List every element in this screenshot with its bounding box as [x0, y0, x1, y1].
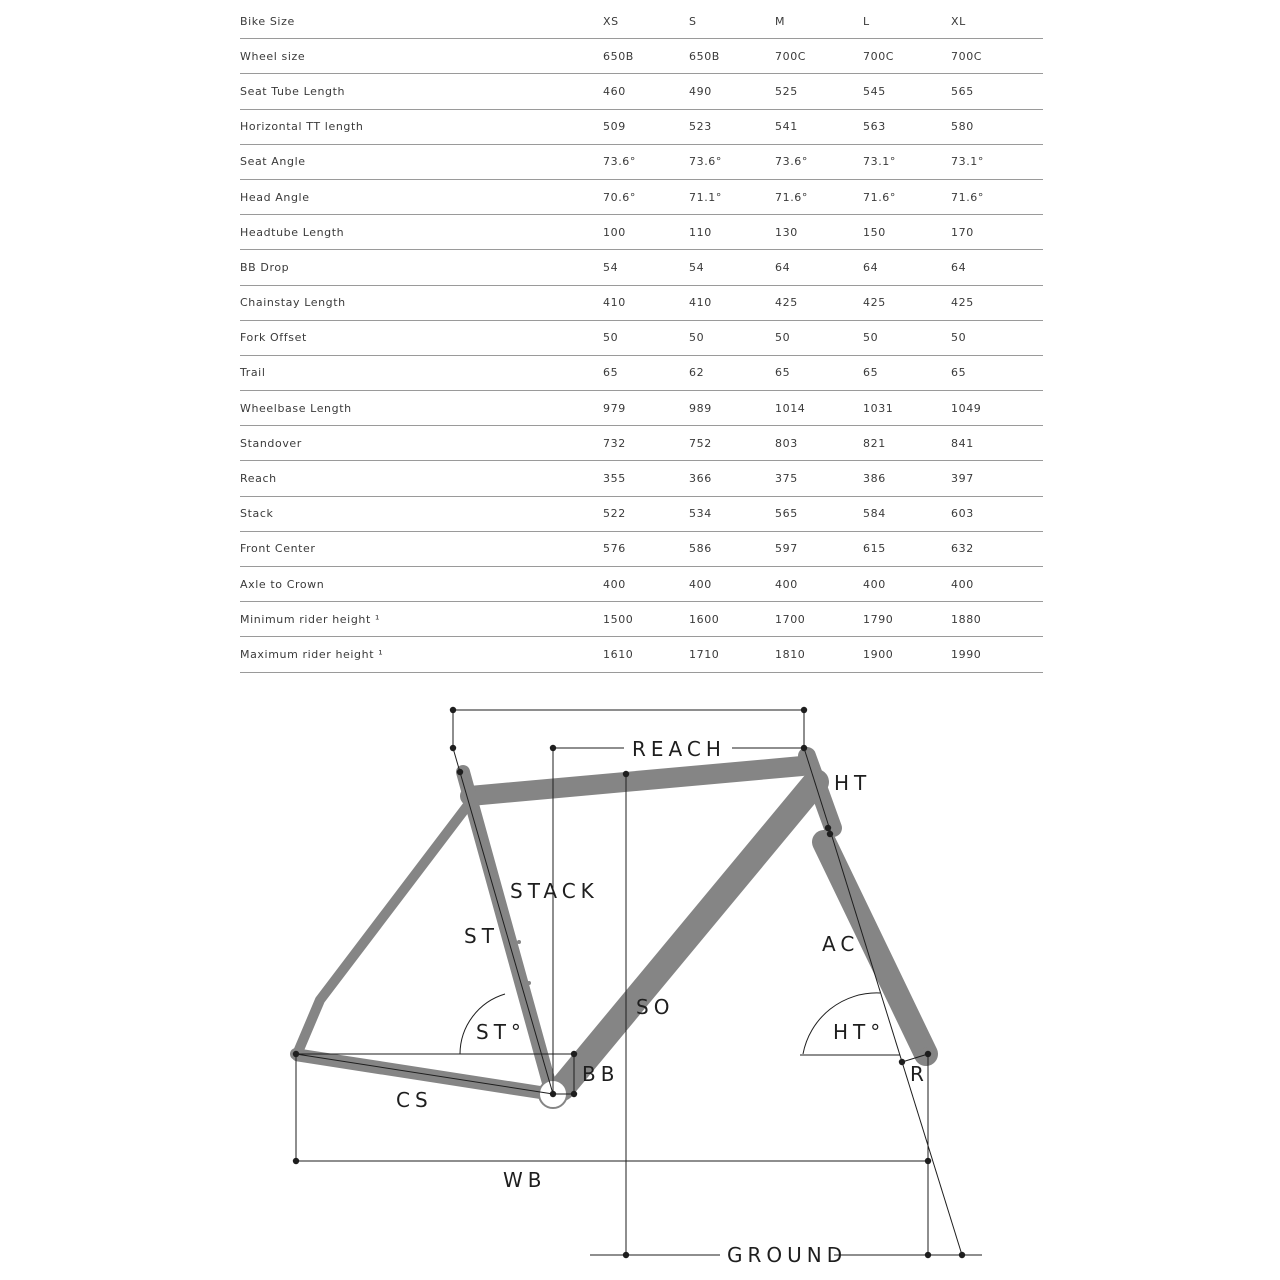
- bottle-boss: [631, 986, 635, 990]
- size-value: 586: [689, 531, 775, 566]
- dot: [801, 707, 807, 713]
- row-label: Bike Size: [240, 4, 603, 39]
- size-value: 64: [951, 250, 1043, 285]
- size-value: 71.6°: [951, 179, 1043, 214]
- size-value: 979: [603, 391, 689, 426]
- row-label: Trail: [240, 355, 603, 390]
- size-value: 752: [689, 426, 775, 461]
- dot: [293, 1051, 299, 1057]
- ht-label: HT: [834, 771, 872, 795]
- head-tube: [807, 756, 833, 828]
- size-value: S: [689, 4, 775, 39]
- dot: [550, 1091, 556, 1097]
- size-value: 50: [603, 320, 689, 355]
- size-value: 410: [603, 285, 689, 320]
- size-value: 576: [603, 531, 689, 566]
- size-value: 50: [951, 320, 1043, 355]
- top-tube: [470, 766, 802, 796]
- size-value: 50: [863, 320, 951, 355]
- bottle-boss: [517, 940, 521, 944]
- size-value: 841: [951, 426, 1043, 461]
- size-value: 366: [689, 461, 775, 496]
- size-value: 541: [775, 109, 863, 144]
- size-value: 65: [603, 355, 689, 390]
- row-label: Minimum rider height ¹: [240, 602, 603, 637]
- size-value: 580: [951, 109, 1043, 144]
- size-value: 597: [775, 531, 863, 566]
- size-value: 64: [863, 250, 951, 285]
- size-value: 1014: [775, 391, 863, 426]
- size-value: 1880: [951, 602, 1043, 637]
- size-value: 375: [775, 461, 863, 496]
- row-label: Wheel size: [240, 39, 603, 74]
- size-value: 400: [775, 567, 863, 602]
- size-value: 1500: [603, 602, 689, 637]
- size-value: 71.6°: [775, 179, 863, 214]
- size-value: 1031: [863, 391, 951, 426]
- size-value: 650B: [689, 39, 775, 74]
- st-label: ST: [464, 924, 499, 948]
- size-value: 1900: [863, 637, 951, 672]
- size-value: 525: [775, 74, 863, 109]
- ac-label: AC: [822, 932, 860, 956]
- dot: [571, 1051, 577, 1057]
- size-value: 64: [775, 250, 863, 285]
- dot: [457, 769, 463, 775]
- dot: [450, 707, 456, 713]
- size-value: 1990: [951, 637, 1043, 672]
- size-value: 460: [603, 74, 689, 109]
- r-label: R: [910, 1062, 929, 1086]
- size-value: 732: [603, 426, 689, 461]
- size-value: 425: [863, 285, 951, 320]
- size-value: 1600: [689, 602, 775, 637]
- size-value: 989: [689, 391, 775, 426]
- bike-frame: [298, 756, 926, 1094]
- row-label: Horizontal TT length: [240, 109, 603, 144]
- size-value: 400: [689, 567, 775, 602]
- dot: [550, 745, 556, 751]
- row-label: Reach: [240, 461, 603, 496]
- row-label: Seat Tube Length: [240, 74, 603, 109]
- size-value: 565: [775, 496, 863, 531]
- size-value: 110: [689, 215, 775, 250]
- size-value: 73.6°: [603, 144, 689, 179]
- dot: [801, 745, 807, 751]
- dot: [623, 771, 629, 777]
- dot: [925, 1158, 931, 1164]
- size-value: 425: [775, 285, 863, 320]
- st-angle-label: ST°: [476, 1020, 526, 1044]
- size-value: 522: [603, 496, 689, 531]
- size-value: 73.1°: [951, 144, 1043, 179]
- row-label: Head Angle: [240, 179, 603, 214]
- wb-label: WB: [503, 1168, 547, 1192]
- cs-label: CS: [396, 1088, 433, 1112]
- size-value: 54: [603, 250, 689, 285]
- size-value: 700C: [863, 39, 951, 74]
- size-value: 509: [603, 109, 689, 144]
- dot: [571, 1091, 577, 1097]
- size-value: 54: [689, 250, 775, 285]
- size-value: 490: [689, 74, 775, 109]
- row-label: Wheelbase Length: [240, 391, 603, 426]
- size-value: 565: [951, 74, 1043, 109]
- size-value: 65: [951, 355, 1043, 390]
- size-value: 50: [775, 320, 863, 355]
- size-value: 100: [603, 215, 689, 250]
- bottle-boss: [527, 981, 531, 985]
- size-value: 400: [951, 567, 1043, 602]
- size-value: 355: [603, 461, 689, 496]
- size-value: 545: [863, 74, 951, 109]
- size-value: 1049: [951, 391, 1043, 426]
- size-value: XS: [603, 4, 689, 39]
- size-value: M: [775, 4, 863, 39]
- size-value: 603: [951, 496, 1043, 531]
- dot: [623, 1252, 629, 1258]
- size-value: 821: [863, 426, 951, 461]
- size-value: 65: [863, 355, 951, 390]
- size-value: 73.6°: [775, 144, 863, 179]
- size-value: 410: [689, 285, 775, 320]
- size-value: 1700: [775, 602, 863, 637]
- row-label: Standover: [240, 426, 603, 461]
- size-value: 584: [863, 496, 951, 531]
- row-label: Front Center: [240, 531, 603, 566]
- bottle-boss: [658, 955, 662, 959]
- size-value: 523: [689, 109, 775, 144]
- size-value: 615: [863, 531, 951, 566]
- size-value: 700C: [775, 39, 863, 74]
- dot: [959, 1252, 965, 1258]
- down-tube: [562, 782, 816, 1088]
- size-value: 62: [689, 355, 775, 390]
- row-label: Maximum rider height ¹: [240, 637, 603, 672]
- dot: [825, 825, 831, 831]
- dot: [293, 1158, 299, 1164]
- size-value: 150: [863, 215, 951, 250]
- size-value: XL: [951, 4, 1043, 39]
- size-value: 130: [775, 215, 863, 250]
- size-value: 650B: [603, 39, 689, 74]
- size-value: 803: [775, 426, 863, 461]
- reach-label: REACH: [632, 737, 726, 761]
- size-value: 632: [951, 531, 1043, 566]
- dot: [925, 1051, 931, 1057]
- so-label: SO: [636, 995, 675, 1019]
- seatstay: [298, 805, 468, 1052]
- row-label: Stack: [240, 496, 603, 531]
- dot: [925, 1252, 931, 1258]
- size-value: 73.1°: [863, 144, 951, 179]
- dot: [827, 831, 833, 837]
- ground-label: GROUND: [727, 1243, 848, 1267]
- size-value: 1610: [603, 637, 689, 672]
- size-value: 700C: [951, 39, 1043, 74]
- size-value: 73.6°: [689, 144, 775, 179]
- size-value: 386: [863, 461, 951, 496]
- size-value: 170: [951, 215, 1043, 250]
- bb-label: BB: [582, 1062, 620, 1086]
- row-label: Chainstay Length: [240, 285, 603, 320]
- size-value: 71.1°: [689, 179, 775, 214]
- dot: [899, 1059, 905, 1065]
- row-label: Seat Angle: [240, 144, 603, 179]
- size-value: 65: [775, 355, 863, 390]
- size-value: 1810: [775, 637, 863, 672]
- size-value: 71.6°: [863, 179, 951, 214]
- size-value: 50: [689, 320, 775, 355]
- size-value: 400: [603, 567, 689, 602]
- size-value: 1790: [863, 602, 951, 637]
- size-value: 397: [951, 461, 1043, 496]
- size-value: 1710: [689, 637, 775, 672]
- size-value: 425: [951, 285, 1043, 320]
- ht-angle-label: HT°: [833, 1020, 886, 1044]
- row-label: Fork Offset: [240, 320, 603, 355]
- row-label: BB Drop: [240, 250, 603, 285]
- row-label: Axle to Crown: [240, 567, 603, 602]
- size-value: 563: [863, 109, 951, 144]
- stack-label: STACK: [510, 879, 599, 903]
- size-value: 70.6°: [603, 179, 689, 214]
- row-label: Headtube Length: [240, 215, 603, 250]
- size-value: 400: [863, 567, 951, 602]
- size-value: L: [863, 4, 951, 39]
- dot: [450, 745, 456, 751]
- size-value: 534: [689, 496, 775, 531]
